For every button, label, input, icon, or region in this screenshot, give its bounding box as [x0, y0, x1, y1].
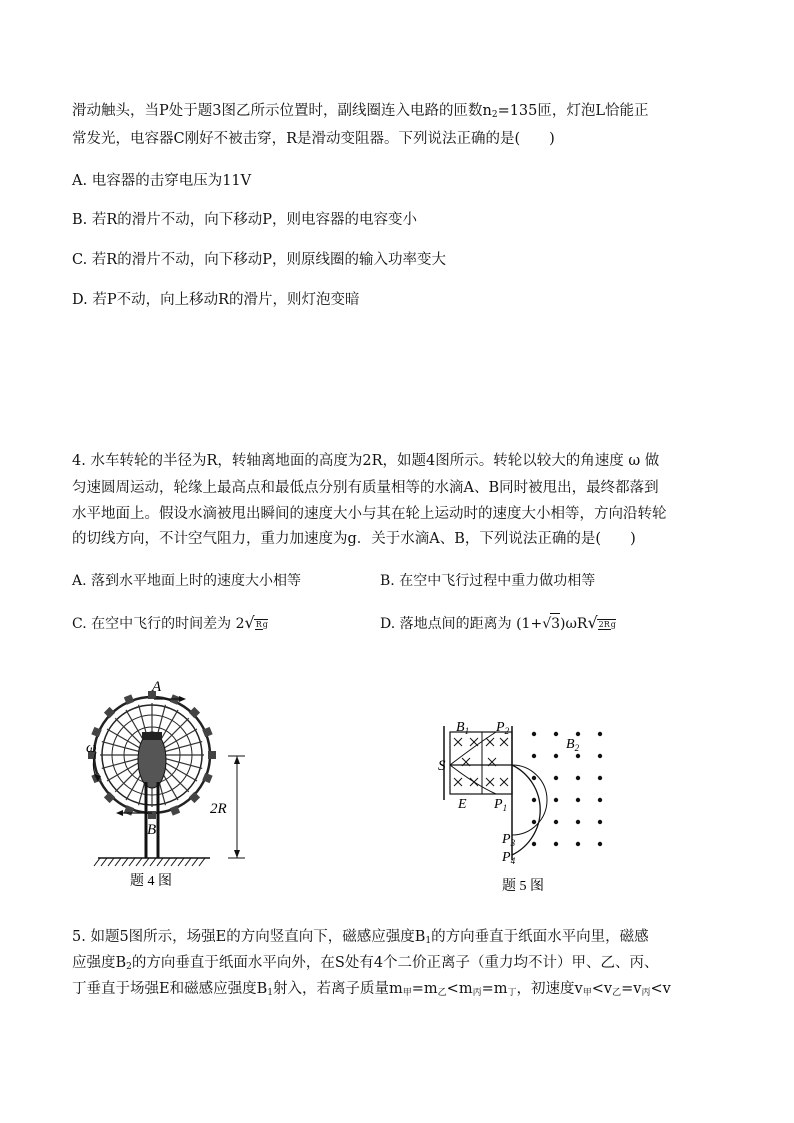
- q4-option-d: D. 落地点间的距离为 (1+√3)ωR√2Rg: [380, 613, 616, 632]
- label-b2: $B_2$: [566, 737, 580, 753]
- q4-option-c: C. 在空中飞行的时间差为 2√Rg: [72, 613, 268, 632]
- b2-dot: [598, 798, 602, 802]
- ground-hatch-line: [157, 858, 163, 866]
- b2-dot: [554, 820, 558, 824]
- ground-hatch: [94, 858, 205, 866]
- label-e: E: [458, 797, 467, 812]
- label-b1: $B_1$: [456, 720, 470, 736]
- wheel-paddle: [189, 707, 200, 718]
- q4-option-d-fraction: 2Rg: [598, 620, 616, 629]
- b2-dot: [576, 754, 580, 758]
- b2-dot: [598, 732, 602, 736]
- wheel-paddle: [208, 751, 216, 759]
- q3-line-2: 常发光，电容器C刚好不被击穿，R是滑动变阻器。下列说法正确的是( ): [72, 131, 555, 147]
- trajectory-lower: [450, 765, 496, 794]
- q4-option-c-fraction: Rg: [255, 620, 268, 629]
- ground-hatch-line: [185, 858, 191, 866]
- arrow-a-head: [179, 696, 186, 702]
- q4-line-2: 匀速圆周运动，轮缘上最高点和最低点分别有质量相等的水滴A、B同时被甩出，最终都落到: [72, 480, 659, 496]
- b2-dot: [532, 754, 536, 758]
- ground-hatch-line: [192, 858, 198, 866]
- figure-4-water-wheel: [82, 672, 272, 894]
- b1-field-crosses: [454, 738, 508, 786]
- label-s: S: [438, 758, 446, 774]
- b2-dot: [554, 776, 558, 780]
- ground-hatch-line: [94, 858, 100, 866]
- q3-option-c: C. 若R的滑片不动，向下移动P，则原线圈的输入功率变大: [72, 252, 446, 268]
- b2-dot: [554, 732, 558, 736]
- wheel-paddle: [104, 792, 115, 803]
- ground-hatch-line: [115, 858, 121, 866]
- label-p3: $P_3$: [502, 832, 516, 848]
- b2-dot: [532, 798, 536, 802]
- b2-dot: [554, 842, 558, 846]
- q4-option-b: B. 在空中飞行过程中重力做功相等: [380, 573, 596, 589]
- trajectory-inner: [512, 765, 547, 835]
- label-2r: 2R: [210, 801, 227, 817]
- ground-hatch-line: [199, 858, 205, 866]
- ground-hatch-line: [171, 858, 177, 866]
- b2-dot: [532, 732, 536, 736]
- ground-hatch-line: [129, 858, 135, 866]
- b2-dot: [576, 776, 580, 780]
- ground-hatch-line: [150, 858, 156, 866]
- dimension-arrow-down: [234, 850, 240, 858]
- q3-line-1: 滑动触头，当P处于题3图乙所示位置时，副线圈连入电路的匝数$n_2=135$匝，灯泡L恰能正: [72, 103, 649, 120]
- ground-hatch-line: [136, 858, 142, 866]
- b2-dot: [598, 842, 602, 846]
- b2-dot: [554, 798, 558, 802]
- b2-dot: [576, 732, 580, 736]
- dimension-arrow-up: [234, 756, 240, 764]
- arrow-b-head: [116, 810, 123, 816]
- q5-line-3: 丁垂直于场强E和磁感应强度$B_1$射入，若离子质量$m_甲=m_乙<m_丙=m_丁$，初速度$v_甲<v_乙=v_丙<v$: [72, 981, 671, 998]
- b2-dot: [554, 754, 558, 758]
- figure-4-caption: 题 4 图: [130, 874, 172, 889]
- q4-option-a: A. 落到水平地面上时的速度大小相等: [72, 573, 302, 589]
- wheel-paddle: [189, 792, 200, 803]
- b2-dot: [598, 820, 602, 824]
- label-a: A: [152, 679, 162, 695]
- ground-hatch-line: [178, 858, 184, 866]
- ground-hatch-line: [122, 858, 128, 866]
- b2-dot: [598, 776, 602, 780]
- label-p4: $P_4$: [502, 850, 516, 866]
- label-p1: $P_1$: [494, 797, 508, 813]
- ground-hatch-line: [143, 858, 149, 866]
- q3-option-d: D. 若P不动，向上移动R的滑片，则灯泡变暗: [72, 292, 360, 308]
- q4-line-3: 水平地面上。假设水滴被甩出瞬间的速度大小与其在轮上运动时的速度大小相等，方向沿转轮: [72, 506, 667, 522]
- ground-hatch-line: [101, 858, 107, 866]
- q5-line-2: 应强度$B_2$的方向垂直于纸面水平向外，在S处有4个二价正离子（重力均不计）甲、乙、丙、: [72, 955, 659, 972]
- wheel-paddle: [104, 707, 115, 718]
- wheel-hub: [138, 732, 166, 788]
- figure-5-caption: 题 5 图: [502, 879, 544, 894]
- q3-option-a: A. 电容器的击穿电压为11V: [72, 173, 252, 189]
- ground-hatch-line: [108, 858, 114, 866]
- b2-dot: [576, 842, 580, 846]
- b2-dot: [532, 820, 536, 824]
- q3-option-b: B. 若R的滑片不动，向下移动P，则电容器的电容变小: [72, 212, 418, 228]
- ground-hatch-line: [164, 858, 170, 866]
- figure-5-mass-spectrometer: [436, 720, 616, 896]
- q4-line-1: 4. 水车转轮的半径为R，转轴离地面的高度为2R，如题4图所示。转轮以较大的角速度 ω 做: [72, 453, 660, 469]
- b2-dot: [576, 820, 580, 824]
- trajectory-upper: [450, 732, 496, 765]
- label-p2: $P_2$: [496, 720, 510, 736]
- b2-dot: [576, 798, 580, 802]
- q4-line-4: 的切线方向，不计空气阻力，重力加速度为g．关于水滴A、B，下列说法正确的是( ): [72, 531, 636, 547]
- q5-line-1: 5. 如题5图所示，场强E的方向竖直向下，磁感应强度$B_1$的方向垂直于纸面水平向里，磁感: [72, 929, 649, 946]
- label-b: B: [147, 822, 157, 838]
- b2-dot: [532, 776, 536, 780]
- wheel-hub-top: [142, 732, 162, 740]
- wheel-paddle: [148, 811, 156, 819]
- b2-dot: [598, 754, 602, 758]
- label-omega: ω: [86, 740, 97, 756]
- b2-dot: [532, 842, 536, 846]
